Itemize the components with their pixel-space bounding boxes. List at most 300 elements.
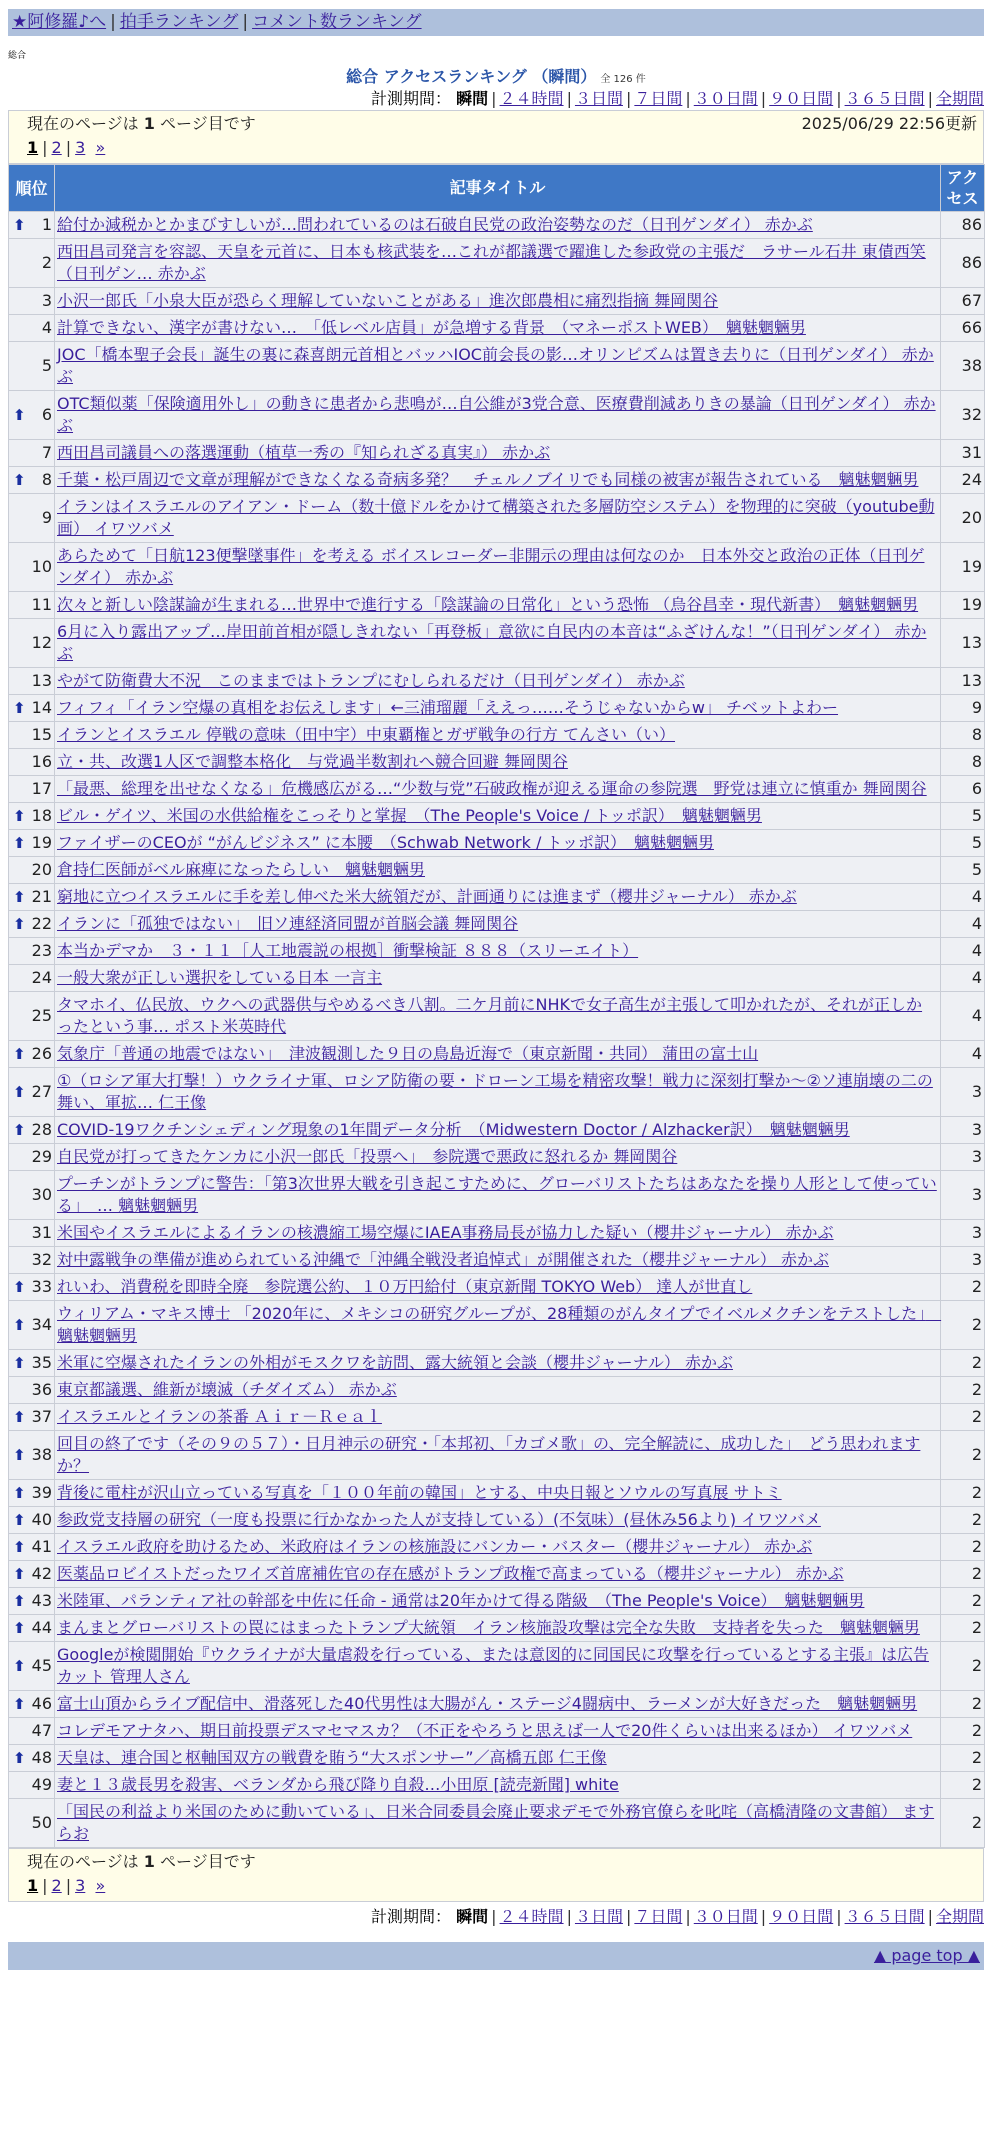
title-cell	[55, 1431, 941, 1480]
access-count: 8	[941, 722, 985, 749]
title-cell	[55, 938, 941, 965]
table-row	[9, 992, 985, 1041]
arrow-up-icon: ⬆	[13, 1619, 26, 1637]
rank-number: 28	[31, 1120, 52, 1139]
table-row	[9, 239, 985, 288]
article-title-link[interactable]: まんまとグローバリストの罠にはまったトランプ大統領 イラン核施設攻撃は完全な失敗 支持者を失った 魑魅魍魎男	[57, 1618, 920, 1637]
title-cell	[55, 315, 941, 342]
period-link-365d[interactable]: ３６５日間	[844, 1907, 925, 1926]
article-title-link[interactable]: 西田昌司議員への落選運動（植草一秀の『知られざる真実』） 赤かぶ	[57, 443, 551, 462]
updated-timestamp: 2025/06/29 22:56更新	[801, 114, 977, 133]
table-row	[9, 830, 985, 857]
table-row	[9, 722, 985, 749]
article-title-link[interactable]: 千葉・松戸周辺で文章が理解ができなくなる奇病多発？ チェルノブイリでも同様の被害が報告されている 魑魅魍魎男	[57, 470, 919, 489]
nav-link-applause-ranking[interactable]: 拍手ランキング	[119, 12, 239, 32]
table-row	[9, 1691, 985, 1718]
rank-cell	[9, 1068, 55, 1117]
title-cell	[55, 992, 941, 1041]
rank-cell	[9, 1350, 55, 1377]
arrow-up-icon: ⬆	[13, 1538, 26, 1556]
period-link-7d[interactable]: ７日間	[634, 1907, 683, 1926]
table-row	[9, 619, 985, 668]
rank-cell	[9, 1247, 55, 1274]
rank-number: 14	[31, 698, 52, 717]
table-row	[9, 315, 985, 342]
table-row	[9, 1068, 985, 1117]
rank-cell	[9, 543, 55, 592]
title-cell	[55, 1377, 941, 1404]
article-title-link[interactable]: 自民党が打ってきたケンカに小沢一郎氏「投票へ」 参院選で悪政に怒れるか 舞岡関谷	[57, 1147, 678, 1166]
access-count: 4	[941, 884, 985, 911]
rank-cell	[9, 315, 55, 342]
access-count: 3	[941, 1171, 985, 1220]
rank-cell	[9, 803, 55, 830]
arrow-up-icon: ⬆	[13, 1354, 26, 1372]
article-title-link[interactable]: 立・共、改選1人区で調整本格化 与党過半数割れへ競合回避 舞岡関谷	[57, 752, 568, 771]
access-count: 3	[941, 1220, 985, 1247]
header-access: アクセス	[941, 165, 985, 212]
rank-number: 45	[31, 1656, 52, 1675]
table-row	[9, 1220, 985, 1247]
rank-number: 35	[31, 1353, 52, 1372]
rank-number: 20	[31, 860, 52, 879]
access-count: 2	[941, 1772, 985, 1799]
article-title-link[interactable]: 西田昌司発言を容認、天皇を元首に、日本も核武装を…これが都議選で躍進した参政党の主張だ ラサール石井 東債西笑（日刊ゲン… 赤かぶ	[57, 242, 926, 283]
title-cell	[55, 1068, 941, 1117]
access-count: 2	[941, 1350, 985, 1377]
access-count: 2	[941, 1301, 985, 1350]
article-title-link[interactable]: 医薬品ロビイストだったワイズ首席補佐官の存在感がトランプ政権で高まっている（櫻井ジャーナル） 赤かぶ	[57, 1564, 844, 1583]
rank-number: 1	[41, 215, 52, 234]
article-title-link[interactable]: 背後に電柱が沢山立っている写真を「１００年前の韓国」とする、中央日報とソウルの写真展 サトミ	[57, 1483, 782, 1502]
table-row	[9, 965, 985, 992]
access-count: 9	[941, 695, 985, 722]
article-title-link[interactable]: プーチンがトランプに警告：「第3次世界大戦を引き起こすために、グローバリストたちはあなたを操り人形として使っている」 … 魑魅魍魎男	[57, 1174, 937, 1215]
title-cell	[55, 668, 941, 695]
rank-number: 21	[31, 887, 52, 906]
rank-cell	[9, 1301, 55, 1350]
rank-number: 40	[31, 1510, 52, 1529]
table-row	[9, 1404, 985, 1431]
rank-number: 48	[31, 1748, 52, 1767]
page-link-2[interactable]: 2	[51, 138, 62, 157]
arrow-up-icon: ⬆	[13, 1484, 26, 1502]
article-title-link[interactable]: やがて防衛費大不況 このままではトランプにむしられるだけ（日刊ゲンダイ） 赤かぶ	[57, 671, 685, 690]
title-cell	[55, 1301, 941, 1350]
table-row	[9, 803, 985, 830]
arrow-up-icon: ⬆	[13, 1121, 26, 1139]
rank-cell	[9, 1220, 55, 1247]
table-row	[9, 911, 985, 938]
access-count: 4	[941, 965, 985, 992]
rank-number: 44	[31, 1618, 52, 1637]
arrow-up-icon: ⬆	[13, 699, 26, 717]
access-count: 66	[941, 315, 985, 342]
article-title-link[interactable]: OTC類似薬「保険適用外し」の動きに患者から悲鳴が…自公維が3党合意、医療費削減ありきの暴論（日刊ゲンダイ） 赤かぶ	[57, 394, 936, 435]
article-title-link[interactable]: 米軍に空爆されたイランの外相がモスクワを訪問、露大統領と会談（櫻井ジャーナル） 赤かぶ	[57, 1353, 733, 1372]
rank-cell	[9, 467, 55, 494]
title-cell	[55, 1799, 941, 1848]
arrow-up-icon: ⬆	[13, 1695, 26, 1713]
article-title-link[interactable]: 給付か減税かとかまびすしいが…問われているのは石破自民党の政治姿勢なのだ（日刊ゲンダイ） 赤かぶ	[57, 215, 813, 234]
rank-number: 27	[31, 1082, 52, 1101]
period-link-3d[interactable]: ３日間	[574, 1907, 623, 1926]
arrow-up-icon: ⬆	[13, 915, 26, 933]
period-label: 計測期間：	[371, 1907, 452, 1926]
title-cell	[55, 722, 941, 749]
article-title-link[interactable]: 天皇は、連合国と枢軸国双方の戦費を賄う“大スポンサー”／高橋五郎 仁王像	[57, 1748, 607, 1767]
table-row	[9, 342, 985, 391]
table-row	[9, 1588, 985, 1615]
nav-link-comment-ranking[interactable]: コメント数ランキング	[252, 12, 422, 32]
article-title-link[interactable]: 6月に入り露出アップ…岸田前首相が隠しきれない「再登板」意欲に自民内の本音は“ふざけんな！”（日刊ゲンダイ） 赤かぶ	[57, 622, 927, 663]
header-rank: 順位	[9, 165, 55, 212]
table-row	[9, 1480, 985, 1507]
period-link-30d[interactable]: ３０日間	[693, 89, 758, 108]
ranking-body	[9, 212, 985, 1848]
top-nav-bar	[8, 9, 984, 36]
current-page-text: 現在のページは 1 ページ目です	[27, 114, 256, 133]
access-count: 86	[941, 239, 985, 288]
table-row	[9, 543, 985, 592]
table-row	[9, 1799, 985, 1848]
rank-cell	[9, 1377, 55, 1404]
page-link-2[interactable]: 2	[51, 1876, 62, 1895]
rank-cell	[9, 776, 55, 803]
period-selector-top: 計測期間： 瞬間 | ２４時間 | ３日間 | ７日間 | ３０日間 | ９０日間 | ３６５日間 | 全期間	[371, 89, 984, 108]
period-link-3d[interactable]: ３日間	[574, 89, 623, 108]
rank-cell	[9, 1041, 55, 1068]
rank-number: 38	[31, 1445, 52, 1464]
period-current: 瞬間	[456, 1907, 489, 1926]
table-row	[9, 776, 985, 803]
rank-number: 3	[41, 291, 52, 310]
table-row	[9, 1431, 985, 1480]
rank-cell	[9, 592, 55, 619]
title-cell	[55, 1642, 941, 1691]
page-next-link[interactable]: »	[95, 138, 106, 157]
article-title-link[interactable]: 本当かデマか ３・１１［人工地震説の根拠］衝撃検証 ８８８（スリーエイト）	[57, 941, 639, 960]
access-count: 3	[941, 1247, 985, 1274]
arrow-up-icon: ⬆	[13, 1592, 26, 1610]
access-count: 2	[941, 1588, 985, 1615]
table-row	[9, 1274, 985, 1301]
rank-number: 17	[31, 779, 52, 798]
rank-number: 15	[31, 725, 52, 744]
article-title-link[interactable]: ファイザーのCEOが “がんビジネス” に本腰 （Schwab Network / トッポ訳） 魑魅魍魎男	[57, 833, 714, 852]
access-count: 31	[941, 440, 985, 467]
rank-number: 43	[31, 1591, 52, 1610]
rank-number: 34	[31, 1315, 52, 1334]
total-count: 全 126 件	[600, 74, 646, 85]
article-title-link[interactable]: コレデモアナタハ、期日前投票デスマセマスカ？（不正をやろうと思えば一人で20件くらいは出来るほか） イワツバメ	[57, 1721, 913, 1740]
table-row	[9, 1718, 985, 1745]
title-cell	[55, 1772, 941, 1799]
article-title-link[interactable]: 気象庁「普通の地震ではない」 津波観測した９日の鳥島近海で（東京新聞・共同） 蒲田の富士山	[57, 1044, 759, 1063]
table-row	[9, 1247, 985, 1274]
rank-cell	[9, 749, 55, 776]
rank-cell	[9, 440, 55, 467]
access-count: 5	[941, 803, 985, 830]
article-title-link[interactable]: 一般大衆が正しい選択をしている日本 一言主	[57, 968, 383, 987]
title-cell	[55, 830, 941, 857]
nav-link-asyura[interactable]: ★阿修羅♪へ	[12, 12, 107, 32]
article-title-link[interactable]: イスラエルとイランの茶番 Ａｉｒ－Ｒｅａｌ	[57, 1407, 382, 1426]
rank-number: 30	[31, 1185, 52, 1204]
title-cell	[55, 543, 941, 592]
table-row	[9, 1561, 985, 1588]
rank-number: 46	[31, 1694, 52, 1713]
ranking-table	[8, 164, 985, 1848]
title-cell	[55, 1561, 941, 1588]
rank-number: 23	[31, 941, 52, 960]
title-cell	[55, 1144, 941, 1171]
title-cell	[55, 1588, 941, 1615]
article-title-link[interactable]: フィフィ「イラン空爆の真相をお伝えします」←三浦瑠麗「ええっ……そうじゃないからw」 チベットよわー	[57, 698, 839, 717]
table-row	[9, 884, 985, 911]
access-count: 5	[941, 830, 985, 857]
title-cell	[55, 803, 941, 830]
access-count: 20	[941, 494, 985, 543]
article-title-link[interactable]: 小沢一郎氏「小泉大臣が恐らく理解していないことがある」進次郎農相に痛烈指摘 舞岡関谷	[57, 291, 719, 310]
page-top-link[interactable]: ▲ page top ▲	[873, 1946, 980, 1965]
page-title: 総合 アクセスランキング （瞬間）	[346, 67, 597, 86]
table-row	[9, 1745, 985, 1772]
arrow-up-icon: ⬆	[13, 807, 26, 825]
title-cell	[55, 1274, 941, 1301]
title-cell	[55, 440, 941, 467]
article-title-link[interactable]: 「最悪、総理を出せなくなる」危機感広がる…“少数与党”石破政権が迎える運命の参院選 野党は連立に慎重か 舞岡関谷	[57, 779, 927, 798]
period-link-all[interactable]: 全期間	[935, 1907, 984, 1926]
table-row	[9, 391, 985, 440]
arrow-up-icon: ⬆	[13, 1511, 26, 1529]
rank-number: 32	[31, 1250, 52, 1269]
title-cell	[55, 1480, 941, 1507]
access-count: 2	[941, 1799, 985, 1848]
arrow-up-icon: ⬆	[13, 406, 26, 424]
article-title-link[interactable]: れいわ、消費税を即時全廃 参院選公約、１０万円給付（東京新聞 TOKYO Web） 達人が世直し	[57, 1277, 753, 1296]
period-link-24h[interactable]: ２４時間	[499, 89, 564, 108]
access-count: 2	[941, 1507, 985, 1534]
rank-cell	[9, 1404, 55, 1431]
access-count: 2	[941, 1561, 985, 1588]
rank-cell	[9, 1117, 55, 1144]
article-title-link[interactable]: 対中露戦争の準備が進められている沖縄で「沖縄全戦没者追悼式」が開催された（櫻井ジャーナル） 赤かぶ	[57, 1250, 829, 1269]
rank-cell	[9, 212, 55, 239]
rank-number: 41	[31, 1537, 52, 1556]
rank-number: 29	[31, 1147, 52, 1166]
period-current: 瞬間	[456, 89, 489, 108]
access-count: 2	[941, 1615, 985, 1642]
arrow-up-icon: ⬆	[13, 1045, 26, 1063]
rank-number: 47	[31, 1721, 52, 1740]
rank-cell	[9, 911, 55, 938]
access-count: 19	[941, 543, 985, 592]
title-cell	[55, 391, 941, 440]
rank-cell	[9, 239, 55, 288]
table-row	[9, 592, 985, 619]
title-cell	[55, 342, 941, 391]
arrow-up-icon: ⬆	[13, 1565, 26, 1583]
table-row	[9, 1507, 985, 1534]
rank-cell	[9, 288, 55, 315]
article-title-link[interactable]: 参政党支持層の研究（一度も投票に行かなかった人が支持している）(不気味）(昼休み56より) イワツバメ	[57, 1510, 821, 1529]
title-cell	[55, 965, 941, 992]
period-label: 計測期間：	[371, 89, 452, 108]
rank-number: 39	[31, 1483, 52, 1502]
article-title-link[interactable]: 米陸軍、パランティア社の幹部を中佐に任命 - 通常は20年かけて得る階級 （The People's Voice） 魑魅魍魎男	[57, 1591, 865, 1610]
rank-number: 8	[41, 470, 52, 489]
access-count: 4	[941, 911, 985, 938]
rank-number: 22	[31, 914, 52, 933]
rank-number: 2	[41, 253, 52, 272]
rank-number: 12	[31, 633, 52, 652]
article-title-link[interactable]: 窮地に立つイスラエルに手を差し伸べた米大統領だが、計画通りには進まず（櫻井ジャーナル） 赤かぶ	[57, 887, 797, 906]
page-links: 1 | 2 | 3 »	[27, 1876, 106, 1895]
article-title-link[interactable]: ウィリアム・マキス博士 「2020年に、メキシコの研究グループが、28種類のがんタイプでイベルメクチンをテストした」 魑魅魍魎男	[57, 1304, 942, 1345]
rank-number: 19	[31, 833, 52, 852]
rank-cell	[9, 884, 55, 911]
rank-number: 9	[41, 508, 52, 527]
title-cell	[55, 1220, 941, 1247]
access-count: 2	[941, 1534, 985, 1561]
page-next-link[interactable]: »	[95, 1876, 106, 1895]
section-label: 総合	[8, 51, 27, 61]
table-row	[9, 440, 985, 467]
article-title-link[interactable]: 米国やイスラエルによるイランの核濃縮工場空爆にIAEA事務局長が協力した疑い（櫻井ジャーナル） 赤かぶ	[57, 1223, 834, 1242]
period-link-365d[interactable]: ３６５日間	[844, 89, 925, 108]
article-title-link[interactable]: あらためて「日航123便撃墜事件」を考える ボイスレコーダー非開示の理由は何なのか 日本外交と政治の正体（日刊ゲンダイ） 赤かぶ	[57, 546, 925, 587]
table-row	[9, 938, 985, 965]
rank-number: 13	[31, 671, 52, 690]
article-title-link[interactable]: JOC「橋本聖子会長」誕生の裏に森喜朗元首相とバッハIOC前会長の影…オリンピズムは置き去りに（日刊ゲンダイ） 赤かぶ	[57, 345, 934, 386]
title-cell	[55, 776, 941, 803]
access-count: 2	[941, 1691, 985, 1718]
access-count: 6	[941, 776, 985, 803]
access-count: 3	[941, 1117, 985, 1144]
article-title-link[interactable]: 東京都議選、維新が壊滅（チダイズム） 赤かぶ	[57, 1380, 397, 1399]
nav-separator: |	[242, 12, 249, 32]
rank-cell	[9, 965, 55, 992]
access-count: 3	[941, 1144, 985, 1171]
article-title-link[interactable]: イランはイスラエルのアイアン・ドーム（数十億ドルをかけて構築された多層防空システム）を物理的に突破（youtube動画） イワツバメ	[57, 497, 935, 538]
rank-cell	[9, 1561, 55, 1588]
title-cell	[55, 911, 941, 938]
rank-cell	[9, 1144, 55, 1171]
access-count: 2	[941, 1745, 985, 1772]
article-title-link[interactable]: 回目の終了です（その９の５７）・日月神示の研究・「本邦初、「カゴメ歌」の、完全解読に、成功した」 どう思われますか？	[57, 1434, 921, 1475]
access-count: 5	[941, 857, 985, 884]
article-title-link[interactable]: 次々と新しい陰謀論が生まれる…世界中で進行する「陰謀論の日常化」という恐怖 （烏谷昌幸・現代新書） 魑魅魍魎男	[57, 595, 919, 614]
rank-cell	[9, 1615, 55, 1642]
rank-cell	[9, 668, 55, 695]
arrow-up-icon: ⬆	[13, 1446, 26, 1464]
access-count: 2	[941, 1377, 985, 1404]
title-cell	[55, 1691, 941, 1718]
period-link-30d[interactable]: ３０日間	[693, 1907, 758, 1926]
title-cell	[55, 1615, 941, 1642]
article-title-link[interactable]: 計算できない、漢字が書けない… 「低レベル店員」が急増する背景 （マネーポストWEB） 魑魅魍魎男	[57, 318, 806, 337]
title-cell	[55, 1745, 941, 1772]
article-title-link[interactable]: タマホイ、仏民放、ウクへの武器供与やめるべき八割。二ケ月前にNHKで女子高生が主張して叩かれたが、それが正しかったという事… ポスト米英時代	[57, 995, 923, 1036]
title-cell	[55, 619, 941, 668]
rank-number: 6	[41, 405, 52, 424]
period-link-24h[interactable]: ２４時間	[499, 1907, 564, 1926]
access-count: 2	[941, 1480, 985, 1507]
title-cell	[55, 239, 941, 288]
rank-cell	[9, 342, 55, 391]
page-link-3[interactable]: 3	[75, 138, 86, 157]
footer-bar	[8, 1942, 984, 1970]
rank-number: 16	[31, 752, 52, 771]
rank-cell	[9, 1691, 55, 1718]
period-link-90d[interactable]: ９０日間	[769, 89, 834, 108]
period-link-7d[interactable]: ７日間	[634, 89, 683, 108]
article-title-link[interactable]: ビル・ゲイツ、米国の水供給権をこっそりと掌握 （The People's Voice / トッポ訳） 魑魅魍魎男	[57, 806, 762, 825]
ranking-heading	[8, 66, 984, 88]
table-row	[9, 467, 985, 494]
rank-number: 11	[31, 595, 52, 614]
access-count: 4	[941, 1041, 985, 1068]
access-count: 8	[941, 749, 985, 776]
table-row	[9, 1117, 985, 1144]
article-title-link[interactable]: ①（ロシア軍大打撃！）ウクライナ軍、ロシア防衛の要・ドローン工場を精密攻撃！戦力に深刻打撃か～②ソ連崩壊の二の舞い、軍拡… 仁王像	[57, 1071, 933, 1112]
article-title-link[interactable]: 妻と１３歳長男を殺害、ベランダから飛び降り自殺…小田原 [読売新聞] white	[57, 1775, 619, 1794]
article-title-link[interactable]: イランとイスラエル 停戦の意味（田中宇）中東覇権とガザ戦争の行方 てんさい（い）	[57, 725, 676, 744]
rank-number: 33	[31, 1277, 52, 1296]
access-count: 2	[941, 1274, 985, 1301]
page-links: 1 | 2 | 3 »	[27, 138, 106, 157]
rank-cell	[9, 722, 55, 749]
table-row	[9, 1041, 985, 1068]
period-link-all[interactable]: 全期間	[935, 89, 984, 108]
access-count: 24	[941, 467, 985, 494]
page-link-1[interactable]: 1	[27, 1876, 39, 1895]
article-title-link[interactable]: イスラエル政府を助けるため、米政府はイランの核施設にバンカー・バスター（櫻井ジャーナル） 赤かぶ	[57, 1537, 813, 1556]
rank-cell	[9, 992, 55, 1041]
title-cell	[55, 1718, 941, 1745]
page-link-3[interactable]: 3	[75, 1876, 86, 1895]
access-count: 2	[941, 1431, 985, 1480]
title-cell	[55, 288, 941, 315]
table-row	[9, 1377, 985, 1404]
rank-cell	[9, 1718, 55, 1745]
arrow-up-icon: ⬆	[13, 1408, 26, 1426]
article-title-link[interactable]: イランに「孤独ではない」 旧ソ連経済同盟が首脳会議 舞岡関谷	[57, 914, 519, 933]
table-row	[9, 1642, 985, 1691]
rank-number: 24	[31, 968, 52, 987]
title-cell	[55, 592, 941, 619]
rank-number: 37	[31, 1407, 52, 1426]
table-row	[9, 1534, 985, 1561]
rank-number: 49	[31, 1775, 52, 1794]
article-title-link[interactable]: 倉持仁医師がベル麻痺になったらしい 魑魅魍魎男	[57, 860, 426, 879]
article-title-link[interactable]: COVID-19ワクチンシェディング現象の1年間データ分析 （Midwestern Doctor / Alzhacker訳） 魑魅魍魎男	[57, 1120, 850, 1139]
rank-number: 18	[31, 806, 52, 825]
page-link-1[interactable]: 1	[27, 138, 39, 157]
article-title-link[interactable]: 富士山頂からライブ配信中、滑落死した40代男性は大腸がん・ステージ4闘病中、ラーメンが大好きだった 魑魅魍魎男	[57, 1694, 918, 1713]
rank-number: 10	[31, 557, 52, 576]
rank-cell	[9, 1171, 55, 1220]
article-title-link[interactable]: Googleが検閲開始『ウクライナが大量虐殺を行っている、または意図的に同国民に攻撃を行っているとする主張』は広告カット 管理人さん	[57, 1645, 929, 1686]
access-count: 86	[941, 212, 985, 239]
table-row	[9, 749, 985, 776]
access-count: 4	[941, 938, 985, 965]
title-cell	[55, 494, 941, 543]
access-count: 2	[941, 1642, 985, 1691]
article-title-link[interactable]: 「国民の利益より米国のために動いている」、日米合同委員会廃止要求デモで外務官僚らを叱咤（高橋清隆の文書館） ますらお	[57, 1802, 935, 1843]
period-link-90d[interactable]: ９０日間	[769, 1907, 834, 1926]
